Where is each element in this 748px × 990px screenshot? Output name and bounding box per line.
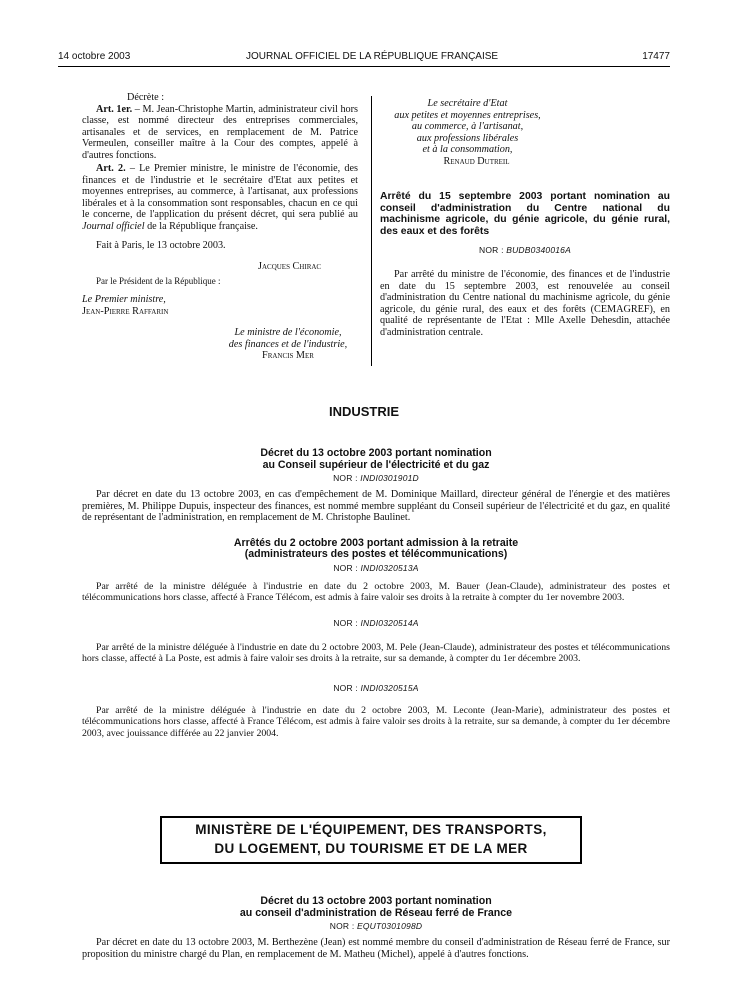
article-2-text-end: de la République française. <box>144 220 258 232</box>
fait-a-paris: Fait à Paris, le 13 octobre 2003. <box>96 240 226 251</box>
right-column <box>380 98 670 338</box>
decret-electricite-title-1: Décret du 13 octobre 2003 portant nomination <box>260 447 492 459</box>
secretaire-title-2: aux petites et moyennes entreprises, <box>394 109 541 121</box>
arretes-retraite-title-2: (administrateurs des postes et télécommunications) <box>244 548 508 560</box>
signature-mer: Francis Mer <box>262 350 314 361</box>
left-column <box>82 92 358 362</box>
page-header <box>58 48 670 67</box>
arrete-bauer-nor <box>82 563 670 573</box>
article-2-label: Art. 2. <box>96 163 126 174</box>
arretes-retraite-title-1: Arrêtés du 2 octobre 2003 portant admission à la retraite <box>233 536 519 549</box>
nor-code: EQUT0301098D <box>356 921 423 931</box>
signature-chirac: Jacques Chirac <box>258 260 322 272</box>
decret-electricite-text: Par décret en date du 13 octobre 2003, en cas d'empêchement de M. Dominique Maillard, directeur général de l'énergie et des matières premières, M. Philippe Dupuis, inspecteur des finances, est nommé membre suppléant du Conseil supérieur de l'électricité et du gaz, en qualité de représentant de l'administration, en remplacement de M. Christophe Baulinet. <box>82 489 670 523</box>
nor-code: INDI0320515A <box>360 682 419 693</box>
article-2 <box>82 163 358 232</box>
equipement-heading-line-2: DU LOGEMENT, DU TOURISME ET DE LA MER <box>214 841 528 856</box>
par-le-president: Par le Président de la République : <box>96 276 221 286</box>
arrete-nor <box>380 245 670 255</box>
decret-electricite-title-2: au Conseil supérieur de l'électricité et du gaz <box>262 458 490 471</box>
article-2-text: – Le Premier ministre, le ministre de l'économie, des finances et de l'industrie et le secrétaire d'Etat aux petites et moyennes entreprises, au commerce, à l'artisanat, aux professions libérales et à la consommation sont responsables, chacun en ce qui le concerne, de l'application du présent décret, qui sera publié au <box>82 163 358 220</box>
decret-rff-text: Par décret en date du 13 octobre 2003, M. Berthezène (Jean) est nommé membre du conseil d'administration de Réseau ferré de France, sur proposition du ministre chargé du Plan, en remplacement de M. Matheu (Michel), appelé à d'autres fonctions. <box>82 937 670 960</box>
industrie-section <box>82 448 670 739</box>
secretaire-title-4: aux professions libérales <box>416 132 519 144</box>
nor-label: NOR : <box>479 245 507 255</box>
signature-dutreil: Renaud Dutreil <box>443 155 510 167</box>
decret-electricite-nor <box>82 473 670 483</box>
arrete-leconte-nor <box>82 683 670 693</box>
decret-rff-title-2: au conseil d'administration de Réseau ferré de France <box>239 906 513 919</box>
secretaire-title-1: Le secrétaire d'Etat <box>427 98 508 109</box>
article-1-label: Art. 1er. <box>96 103 133 115</box>
header-date: 14 octobre 2003 <box>58 51 131 62</box>
nor-label: NOR : <box>333 617 361 628</box>
header-page-number: 17477 <box>642 51 670 62</box>
nor-code: INDI0320513A <box>360 562 419 573</box>
secretaire-title-3: au commerce, à l'artisanat, <box>411 121 524 132</box>
arrete-text: Par arrêté du ministre de l'économie, des finances et de l'industrie en date du 15 septembre 2003, est renouvelée au conseil d'administration du Centre national du machinisme agricole, du génie agricole, du génie rural, des eaux et des forêts (CEMAGREF), en qualité de représentante de l'Etat : Mlle Axelle Dehesdin, attachée d'administration centrale. <box>380 269 670 338</box>
nor-code: BUDB0340016A <box>506 245 571 255</box>
premier-ministre-title: Le Premier ministre, <box>82 294 166 305</box>
ministre-economie-title-2: des finances et de l'industrie, <box>228 338 348 350</box>
arrete-pele-text: Par arrêté de la ministre déléguée à l'industrie en date du 2 octobre 2003, M. Pele (Jean-Claude), administrateur des postes et télécommunications hors classe, affecté à La Poste, est admis à faire valoir ses droits à la retraite, sur sa demande, à compter du 1er décembre 2003. <box>82 641 670 664</box>
equipement-heading-line-1: MINISTÈRE DE L'ÉQUIPEMENT, DES TRANSPORTS, <box>195 822 547 837</box>
nor-label: NOR : <box>333 682 361 693</box>
journal-officiel-ref: Journal officiel <box>82 220 145 232</box>
nor-code: INDI0320514A <box>360 617 419 628</box>
nor-label: NOR : <box>333 473 361 483</box>
ministre-economie-title: Le ministre de l'économie, <box>234 327 342 338</box>
arretes-retraite-title <box>82 538 670 561</box>
column-divider <box>371 96 372 366</box>
arrete-leconte-text: Par arrêté de la ministre déléguée à l'industrie en date du 2 octobre 2003, M. Leconte (Jean-Marie), administrateur des postes et télécommunications hors classe, affecté à France Télécom, est admis à faire valoir ses droits à la retraite, sur sa demande, à compter du 1er décembre 2003, avec jouissance différée au 22 janvier 2004. <box>82 704 670 739</box>
nor-label: NOR : <box>329 921 357 931</box>
decrete-label: Décrète : <box>127 92 165 103</box>
decret-rff-title-1: Décret du 13 octobre 2003 portant nomination <box>260 895 492 907</box>
decret-rff-nor <box>82 921 670 931</box>
decret-rff-title <box>82 896 670 919</box>
secretaire-title-5: et à la consommation, <box>422 144 513 155</box>
section-heading-equipement <box>160 816 582 864</box>
nor-code: INDI0301901D <box>360 473 419 483</box>
signature-block-secretaire <box>380 98 555 167</box>
article-1-text: – M. Jean-Christophe Martin, administrateur civil hors classe, est nommé directeur des entreprises commerciales, artisanales et de services, en remplacement de M. Patrice Vermeulen, conseiller maître à la Cour des comptes, appelé à d'autres fonctions. <box>82 103 358 161</box>
section-heading-industrie: INDUSTRIE <box>328 404 400 419</box>
signature-raffarin: Jean-Pierre Raffarin <box>82 305 169 317</box>
equipement-section <box>82 896 670 960</box>
arrete-pele-nor <box>82 618 670 628</box>
decret-electricite-title <box>82 448 670 471</box>
signature-block-economie <box>218 327 358 362</box>
article-1 <box>82 104 358 162</box>
header-journal-title: JOURNAL OFFICIEL DE LA RÉPUBLIQUE FRANÇAISE <box>246 51 499 62</box>
arrete-bauer-text: Par arrêté de la ministre déléguée à l'industrie en date du 2 octobre 2003, M. Bauer (Jean-Claude), administrateur des postes et télécommunications hors classe, affecté à France Télécom, est admis à faire valoir ses droits à la retraite à compter du 1er novembre 2003. <box>82 580 670 603</box>
nor-label: NOR : <box>333 562 361 573</box>
arrete-title: Arrêté du 15 septembre 2003 portant nomination au conseil d'administration du Centre national du machinisme agricole, du génie agricole, du génie rural, des eaux et des forêts <box>380 191 670 237</box>
